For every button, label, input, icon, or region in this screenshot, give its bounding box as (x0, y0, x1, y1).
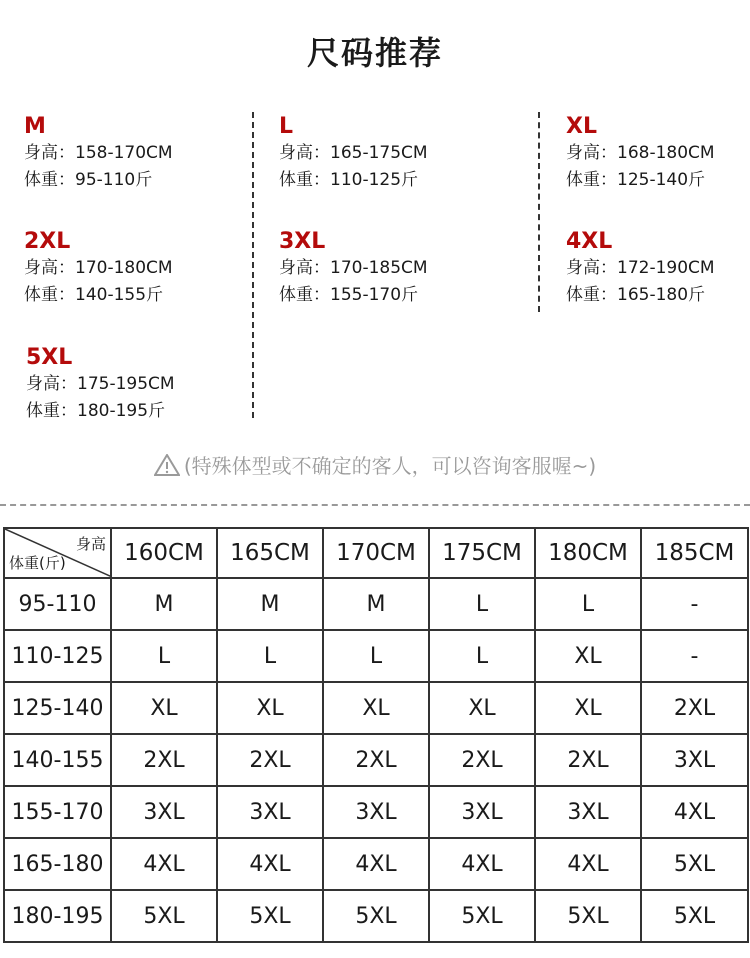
column-header: 160CM (111, 528, 217, 578)
table-cell: XL (217, 682, 323, 734)
size-weight: 体重：155-170斤 (279, 285, 419, 305)
size-weight: 体重：95-110斤 (24, 170, 153, 190)
column-divider (252, 112, 254, 418)
size-card-2xl (24, 229, 173, 309)
table-cell: 2XL (323, 734, 429, 786)
column-header: 185CM (641, 528, 748, 578)
size-height: 身高：158-170CM (24, 143, 173, 163)
page-title: 尺码推荐 (306, 34, 443, 72)
size-weight: 体重：140-155斤 (24, 285, 164, 305)
table-cell: 4XL (217, 838, 323, 890)
size-weight: 体重：125-140斤 (566, 170, 706, 190)
size-card-4xl (566, 229, 715, 309)
column-header: 170CM (323, 528, 429, 578)
size-name: 2XL (24, 229, 71, 254)
table-cell: 4XL (323, 838, 429, 890)
column-header: 165CM (217, 528, 323, 578)
table-cell: 2XL (217, 734, 323, 786)
column-divider (538, 112, 540, 312)
table-cell: 2XL (111, 734, 217, 786)
size-height: 身高：170-180CM (24, 258, 173, 278)
table-cell: 3XL (323, 786, 429, 838)
table-cell: 4XL (535, 838, 641, 890)
table-cell: 2XL (641, 682, 748, 734)
row-header: 180-195 (4, 890, 111, 942)
size-weight: 体重：110-125斤 (279, 170, 419, 190)
table-cell: XL (535, 630, 641, 682)
table-cell: 2XL (429, 734, 535, 786)
column-header: 175CM (429, 528, 535, 578)
table-cell: L (111, 630, 217, 682)
table-cell: 4XL (429, 838, 535, 890)
table-row (4, 838, 748, 890)
table-cell: XL (535, 682, 641, 734)
table-cell: 4XL (111, 838, 217, 890)
table-cell: XL (323, 682, 429, 734)
table-cell: L (429, 578, 535, 630)
table-cell: L (323, 630, 429, 682)
table-cell: L (217, 630, 323, 682)
row-header: 110-125 (4, 630, 111, 682)
column-header: 180CM (535, 528, 641, 578)
table-cell: 5XL (323, 890, 429, 942)
table-header-row (4, 528, 748, 578)
table-cell: 3XL (217, 786, 323, 838)
table-cell: L (535, 578, 641, 630)
notice-text-row (0, 450, 750, 479)
table-cell: L (429, 630, 535, 682)
table-cell: M (217, 578, 323, 630)
table-cell: 2XL (535, 734, 641, 786)
table-cell: 5XL (535, 890, 641, 942)
size-weight: 体重：180-195斤 (26, 401, 166, 421)
row-header: 140-155 (4, 734, 111, 786)
table-cell: 5XL (641, 838, 748, 890)
size-height: 身高：175-195CM (26, 374, 175, 394)
row-header: 155-170 (4, 786, 111, 838)
size-name: M (24, 114, 46, 139)
table-cell: 3XL (641, 734, 748, 786)
table-cell: 5XL (111, 890, 217, 942)
table-row (4, 786, 748, 838)
size-height: 身高：172-190CM (566, 258, 715, 278)
size-card-3xl (279, 229, 428, 309)
notice-text: (特殊体型或不确定的客人，可以咨询客服喔~) (183, 454, 597, 478)
size-card-l (279, 114, 428, 194)
size-card-xl (566, 114, 715, 194)
table-cell: 3XL (535, 786, 641, 838)
size-name: 4XL (566, 229, 613, 254)
table-row (4, 734, 748, 786)
section-divider (0, 504, 750, 506)
table-cell: - (641, 630, 748, 682)
size-chart-table (3, 527, 749, 943)
row-header: 125-140 (4, 682, 111, 734)
table-cell: XL (111, 682, 217, 734)
table-cell: 3XL (111, 786, 217, 838)
table-row (4, 682, 748, 734)
row-header: 165-180 (4, 838, 111, 890)
table-cell: 5XL (429, 890, 535, 942)
table-row (4, 578, 748, 630)
corner-height-label: 身高 (75, 535, 106, 553)
table-cell: M (111, 578, 217, 630)
table-cell: 5XL (641, 890, 748, 942)
size-height: 身高：170-185CM (279, 258, 428, 278)
size-height: 身高：168-180CM (566, 143, 715, 163)
size-weight: 体重：165-180斤 (566, 285, 706, 305)
table-row (4, 890, 748, 942)
table-cell: - (641, 578, 748, 630)
table-cell: M (323, 578, 429, 630)
table-corner-cell (4, 528, 111, 578)
table-row (4, 630, 748, 682)
table-cell: XL (429, 682, 535, 734)
size-name: XL (566, 114, 597, 139)
size-name: 5XL (26, 345, 73, 370)
row-header: 95-110 (4, 578, 111, 630)
table-cell: 3XL (429, 786, 535, 838)
size-name: L (279, 114, 294, 139)
size-card-5xl (26, 345, 175, 425)
corner-weight-label: 体重(斤) (9, 554, 66, 572)
size-name: 3XL (279, 229, 326, 254)
warning-triangle-icon (154, 454, 180, 476)
size-card-m (24, 114, 173, 194)
size-height: 身高：165-175CM (279, 143, 428, 163)
table-cell: 5XL (217, 890, 323, 942)
table-cell: 4XL (641, 786, 748, 838)
